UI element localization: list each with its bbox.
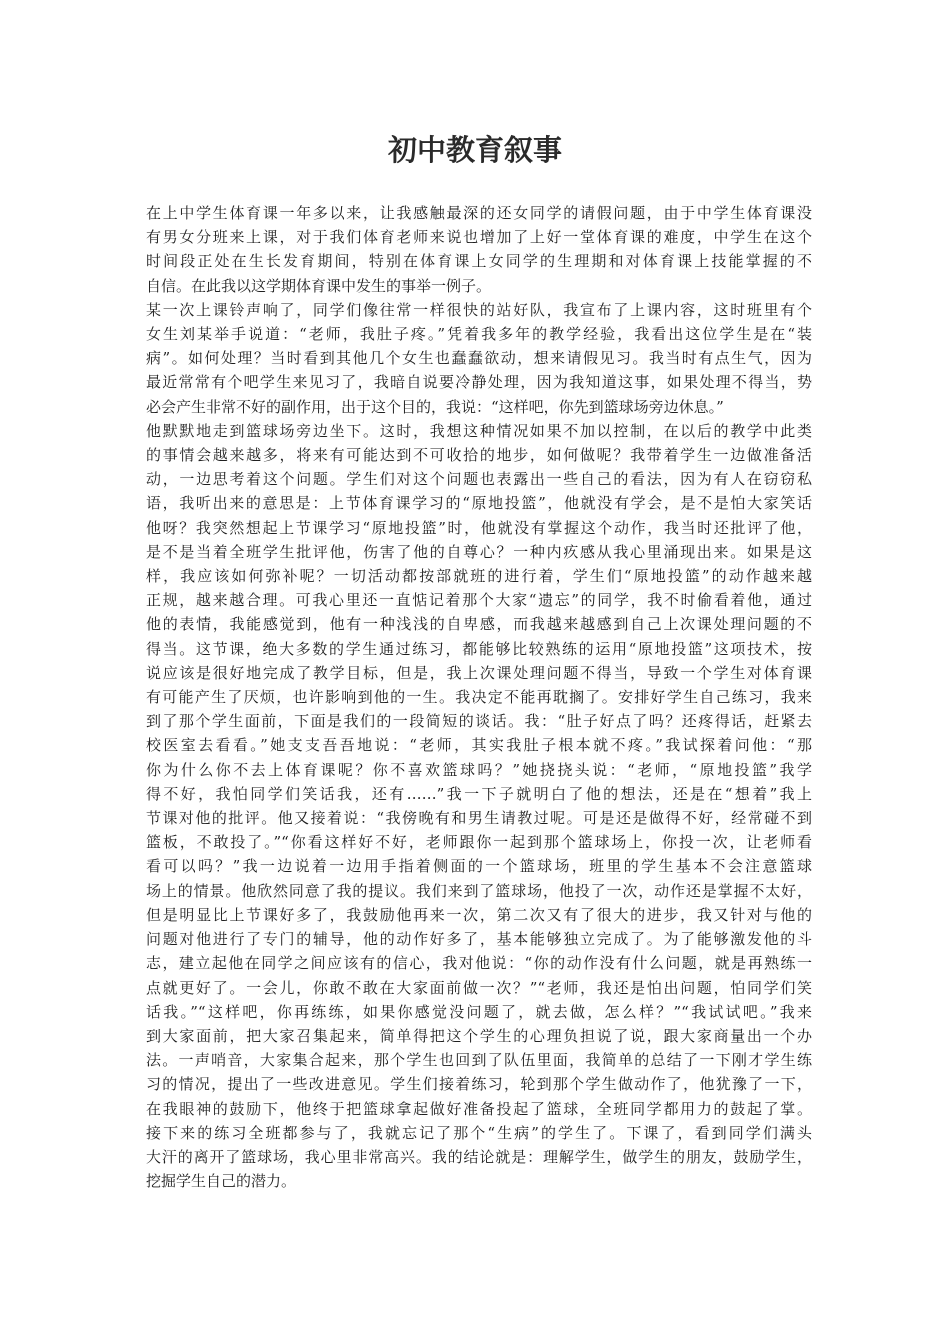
body-line: 问题对他进行了专门的辅导，他的动作好多了，基本能够独立完成了。为了能够激发他的斗: [146, 930, 812, 949]
body-line: 语，我听出来的意思是：上节体育课学习的“原地投篮”，他就没有学会，是不是怕大家笑话: [146, 494, 812, 513]
body-line: 志，建立起他在同学之间应该有的信心，我对他说：“你的动作没有什么问题，就是再熟练一: [146, 954, 812, 973]
body-line: 点就更好了。一会儿，你敢不敢在大家面前做一次？”“老师，我还是怕出问题，怕同学们笑: [146, 978, 812, 997]
body-line: 女生刘某举手说道：“老师，我肚子疼。”凭着我多年的教学经验，我看出这位学生是在“装: [146, 325, 812, 344]
body-line: 但是明显比上节课好多了，我鼓励他再来一次，第二次又有了很大的进步，我又针对与他的: [146, 905, 812, 924]
body-line: 节课对他的批评。他又接着说：“我傍晚有和男生请教过呢。可是还是做得不好，经常碰不到: [146, 809, 812, 828]
body-line: 校医室去看看。”她支支吾吾地说：“老师，其实我肚子根本就不疼。”我试探着问他：“那: [146, 736, 812, 755]
body-line: 在我眼神的鼓励下，他终于把篮球拿起做好准备投起了篮球，全班同学都用力的鼓起了掌。: [146, 1099, 812, 1118]
body-line: 到大家面前，把大家召集起来，简单得把这个学生的心理负担说了说，跟大家商量出一个办: [146, 1026, 812, 1045]
document-body: [146, 201, 812, 1193]
body-line: 的事情会越来越多，将来有可能达到不可收拾的地步，如何做呢？我带着学生一边做准备活: [146, 446, 812, 465]
body-line: 接下来的练习全班都参与了，我就忘记了那个“生病”的学生了。下课了，看到同学们满头: [146, 1123, 812, 1142]
body-line: 有可能产生了厌烦，也许影响到他的一生。我决定不能再耽搁了。安排好学生自己练习，我来: [146, 688, 812, 707]
body-line: 你为什么你不去上体育课呢？你不喜欢篮球吗？”她挠挠头说：“老师，“原地投篮”我学: [146, 760, 812, 779]
body-line: 必会产生非常不好的副作用，出于这个目的，我说：“这样吧，你先到篮球场旁边休息。”: [146, 397, 724, 416]
body-line: 得不好，我怕同学们笑话我，还有……”我一下子就明白了他的想法，还是在“想着”我上: [146, 784, 812, 803]
body-line: 在上中学生体育课一年多以来，让我感触最深的还女同学的请假问题，由于中学生体育课没: [146, 204, 812, 222]
body-line: 时间段正处在生长发育期间，特别在体育课上女同学的生理期和对体育课上技能掌握的不: [146, 252, 812, 271]
body-line: 大汗的离开了篮球场，我心里非常高兴。我的结论就是：理解学生，做学生的朋友，鼓励学生，: [146, 1147, 812, 1166]
body-line: 他默默地走到篮球场旁边坐下。这时，我想这种情况如果不加以控制，在以后的教学中此类: [146, 421, 812, 440]
body-line: 他的表情，我能感觉到，他有一种浅浅的自卑感，而我越来越感到自己上次课处理问题的不: [146, 615, 812, 634]
body-line: 自信。在此我以这学期体育课中发生的事举一例子。: [146, 276, 492, 295]
body-line: 法。一声哨音，大家集合起来，那个学生也回到了队伍里面，我简单的总结了一下刚才学生练: [146, 1051, 812, 1070]
body-line: 样，我应该如何弥补呢？一切活动都按部就班的进行着，学生们“原地投篮”的动作越来越: [146, 567, 812, 586]
body-line: 正规，越来越合理。可我心里还一直惦记着那个大家“遗忘”的同学，我不时偷看着他，通过: [146, 591, 812, 610]
document-title: 初中教育叙事: [387, 133, 562, 167]
body-line: 挖掘学生自己的潜力。: [146, 1172, 297, 1191]
body-line: 话我。”“这样吧，你再练练，如果你感觉没问题了，就去做，怎么样？”“我试试吧。”我来: [146, 1002, 812, 1021]
body-line: 习的情况，提出了一些改进意见。学生们接着练习，轮到那个学生做动作了，他犹豫了一下，: [146, 1075, 812, 1094]
body-line: 是不是当着全班学生批评他，伤害了他的自尊心？一种内疚感从我心里涌现出来。如果是这: [146, 542, 812, 561]
body-line: 病”。如何处理？当时看到其他几个女生也蠢蠢欲动，想来请假见习。我当时有点生气，因为: [146, 349, 812, 368]
body-line: 他呀？我突然想起上节课学习“原地投篮”时，他就没有掌握这个动作，我当时还批评了他，: [146, 518, 812, 537]
body-line: 某一次上课铃声响了，同学们像往常一样很快的站好队，我宣布了上课内容，这时班里有个: [146, 300, 812, 319]
body-line: 说应该是很好地完成了教学目标，但是，我上次课处理问题不得当，导致一个学生对体育课: [146, 663, 812, 682]
body-line: 到了那个学生面前，下面是我们的一段简短的谈话。我：“肚子好点了吗？还疼得话，赶紧去: [146, 712, 812, 731]
body-line: 篮板，不敢投了。”“你看这样好不好，老师跟你一起到那个篮球场上，你投一次，让老师看: [146, 833, 812, 852]
body-line: 有男女分班来上课，对于我们体育老师来说也增加了上好一堂体育课的难度，中学生在这个: [146, 228, 812, 247]
body-line: 动，一边思考着这个问题。学生们对这个问题也表露出一些自己的看法，因为有人在窃窃私: [146, 470, 812, 489]
body-line: 看可以吗？”我一边说着一边用手指着侧面的一个篮球场，班里的学生基本不会注意篮球: [146, 857, 812, 876]
body-line: 得当。这节课，绝大多数的学生通过练习，都能够比较熟练的运用“原地投篮”这项技术，按: [146, 639, 812, 658]
body-line: 最近常常有个吧学生来见习了，我暗自说要冷静处理，因为我知道这事，如果处理不得当，势: [146, 373, 812, 392]
body-line: 场上的情景。他欣然同意了我的提议。我们来到了篮球场，他投了一次，动作还是掌握不太好，: [146, 881, 812, 900]
